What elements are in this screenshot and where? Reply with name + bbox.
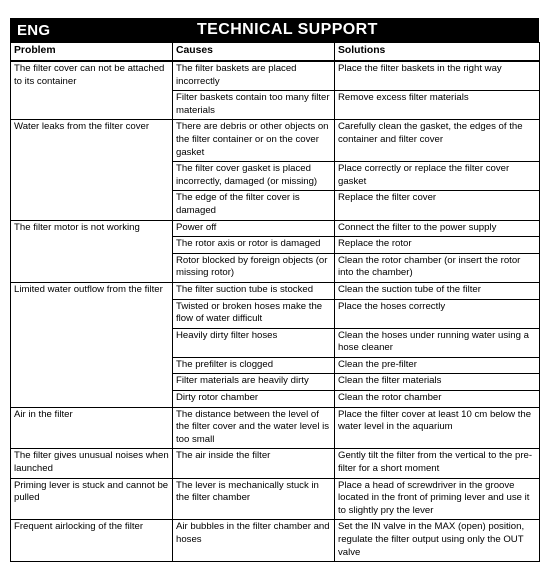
table-row — [11, 449, 540, 478]
cause-cell: The rotor axis or rotor is damaged — [173, 237, 335, 254]
solution-cell: Carefully clean the gasket, the edges of the container and filter cover — [335, 120, 540, 162]
solution-cell: Replace the rotor — [335, 237, 540, 254]
problem-cell: The filter cover can not be attached to its container — [11, 61, 173, 120]
solution-cell: Place the filter baskets in the right way — [335, 61, 540, 91]
solution-cell: Set the IN valve in the MAX (open) position, regulate the filter output using only the OUT valve — [335, 520, 540, 562]
solution-cell: Replace the filter cover — [335, 191, 540, 220]
cause-cell: The distance between the level of the filter cover and the water level is too small — [173, 407, 335, 449]
cause-cell: The prefilter is clogged — [173, 357, 335, 374]
problem-cell: Air in the filter — [11, 407, 173, 449]
cause-cell: Dirty rotor chamber — [173, 391, 335, 408]
table-row — [11, 282, 540, 299]
solution-cell: Place the filter cover at least 10 cm below the water level in the aquarium — [335, 407, 540, 449]
page-title: TECHNICAL SUPPORT — [197, 21, 378, 38]
solution-cell: Place correctly or replace the filter cover gasket — [335, 162, 540, 191]
troubleshooting-table — [10, 42, 540, 562]
cause-cell: The lever is mechanically stuck in the filter chamber — [173, 478, 335, 520]
cause-cell: Filter materials are heavily dirty — [173, 374, 335, 391]
solution-cell: Connect the filter to the power supply — [335, 220, 540, 237]
cause-cell: The filter baskets are placed incorrectly — [173, 61, 335, 91]
technical-support-page — [10, 18, 539, 562]
problem-cell: Water leaks from the filter cover — [11, 120, 173, 220]
title-bar — [10, 18, 539, 42]
problem-cell: Priming lever is stuck and cannot be pulled — [11, 478, 173, 520]
solution-cell: Place a head of screwdriver in the groove located in the front of priming lever and use it to slightly pry the lever — [335, 478, 540, 520]
column-header-causes: Causes — [173, 43, 335, 62]
table-row — [11, 407, 540, 449]
cause-cell: Twisted or broken hoses make the flow of water difficult — [173, 299, 335, 328]
problem-cell: The filter gives unusual noises when launched — [11, 449, 173, 478]
solution-cell: Gently tilt the filter from the vertical to the pre-filter for a short moment — [335, 449, 540, 478]
cause-cell: The air inside the filter — [173, 449, 335, 478]
solution-cell: Clean the suction tube of the filter — [335, 282, 540, 299]
table-row — [11, 478, 540, 520]
cause-cell: Filter baskets contain too many filter materials — [173, 91, 335, 120]
table-row — [11, 520, 540, 562]
problem-cell: The filter motor is not working — [11, 220, 173, 282]
table-row — [11, 120, 540, 162]
cause-cell: There are debris or other objects on the filter container or on the cover gasket — [173, 120, 335, 162]
cause-cell: Heavily dirty filter hoses — [173, 328, 335, 357]
language-code: ENG — [17, 22, 51, 39]
table-header-row — [11, 43, 540, 62]
solution-cell: Clean the rotor chamber (or insert the rotor into the chamber) — [335, 253, 540, 282]
solution-cell: Clean the pre-filter — [335, 357, 540, 374]
table-row — [11, 61, 540, 91]
solution-cell: Clean the filter materials — [335, 374, 540, 391]
solution-cell: Clean the rotor chamber — [335, 391, 540, 408]
cause-cell: Air bubbles in the filter chamber and hoses — [173, 520, 335, 562]
solution-cell: Remove excess filter materials — [335, 91, 540, 120]
solution-cell: Place the hoses correctly — [335, 299, 540, 328]
table-row — [11, 220, 540, 237]
problem-cell: Frequent airlocking of the filter — [11, 520, 173, 562]
problem-cell: Limited water outflow from the filter — [11, 282, 173, 407]
cause-cell: The filter cover gasket is placed incorrectly, damaged (or missing) — [173, 162, 335, 191]
column-header-solutions: Solutions — [335, 43, 540, 62]
cause-cell: The filter suction tube is stocked — [173, 282, 335, 299]
cause-cell: The edge of the filter cover is damaged — [173, 191, 335, 220]
table-body — [11, 61, 540, 562]
cause-cell: Rotor blocked by foreign objects (or missing rotor) — [173, 253, 335, 282]
column-header-problem: Problem — [11, 43, 173, 62]
cause-cell: Power off — [173, 220, 335, 237]
solution-cell: Clean the hoses under running water using a hose cleaner — [335, 328, 540, 357]
